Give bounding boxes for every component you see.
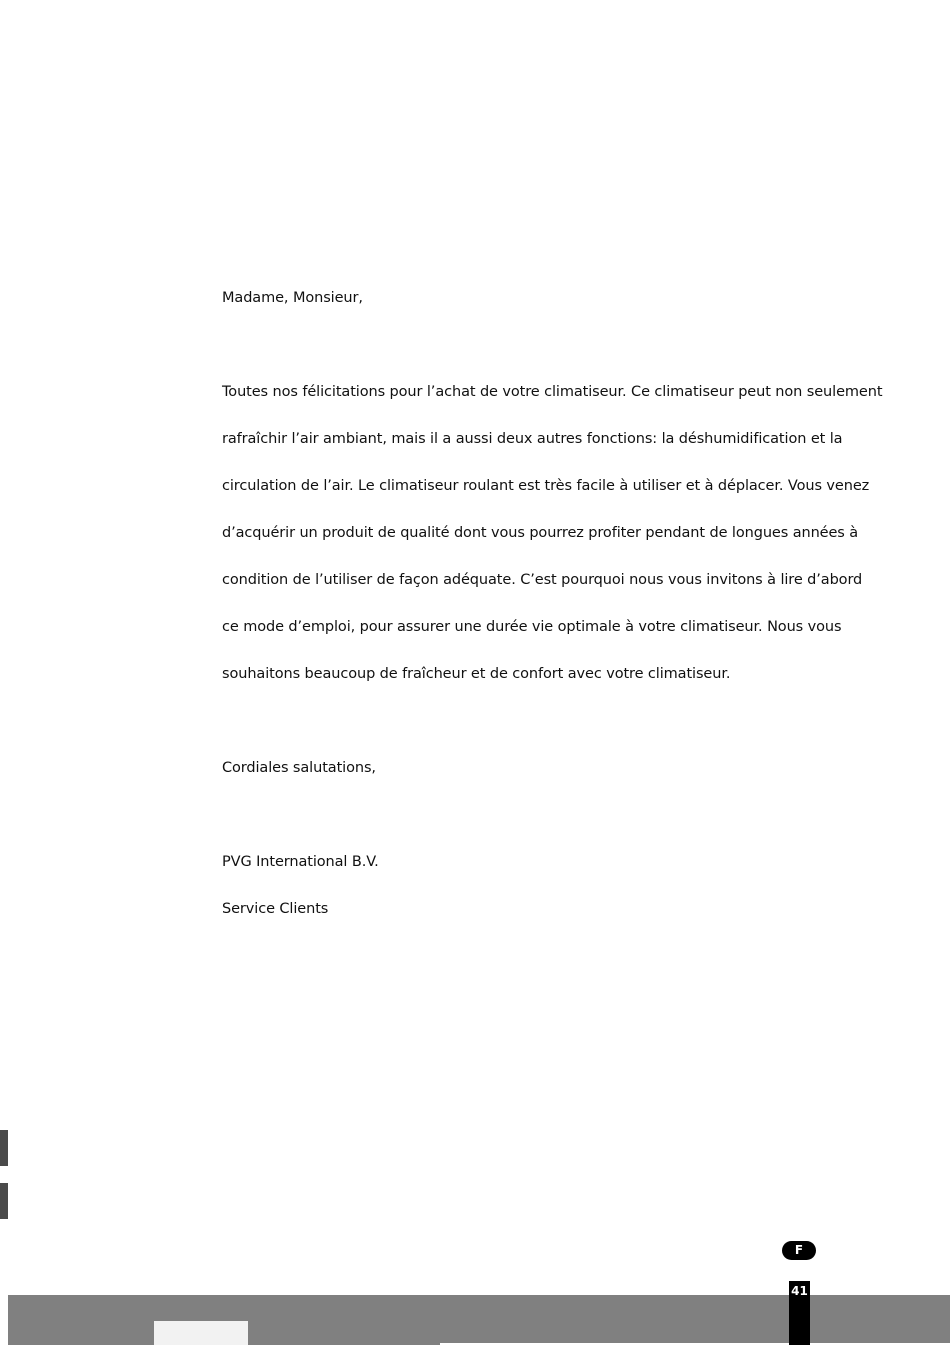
body-line-1: Toutes nos félicitations pour l’achat de votre climatiseur. Ce climatiseur peut non seulement (222, 384, 883, 400)
body-line-5: condition de l’utiliser de façon adéquate. C’est pourquoi nous vous invitons à lire d’abord (222, 572, 863, 588)
page-number: 41 (789, 1281, 810, 1345)
language-badge: F (782, 1241, 816, 1260)
company-name: PVG International B.V. (222, 854, 379, 870)
body-line-6: ce mode d’emploi, pour assurer une durée vie optimale à votre climatiseur. Nous vous (222, 619, 842, 635)
body-line-7: souhaitons beaucoup de fraîcheur et de confort avec votre climatiseur. (222, 666, 731, 682)
footer-light-block (154, 1321, 248, 1345)
body-line-4: d’acquérir un produit de qualité dont vous pourrez profiter pendant de longues années à (222, 525, 859, 541)
body-line-3: circulation de l’air. Le climatiseur roulant est très facile à utiliser et à déplacer. Vous venez (222, 478, 870, 494)
closing: Cordiales salutations, (222, 760, 376, 776)
body-line-2: rafraîchir l’air ambiant, mais il a aussi deux autres fonctions: la déshumidification et la (222, 431, 843, 447)
salutation: Madame, Monsieur, (222, 290, 363, 306)
department-name: Service Clients (222, 901, 329, 917)
side-tab-marker-2 (0, 1183, 8, 1219)
side-tab-marker-1 (0, 1130, 8, 1166)
